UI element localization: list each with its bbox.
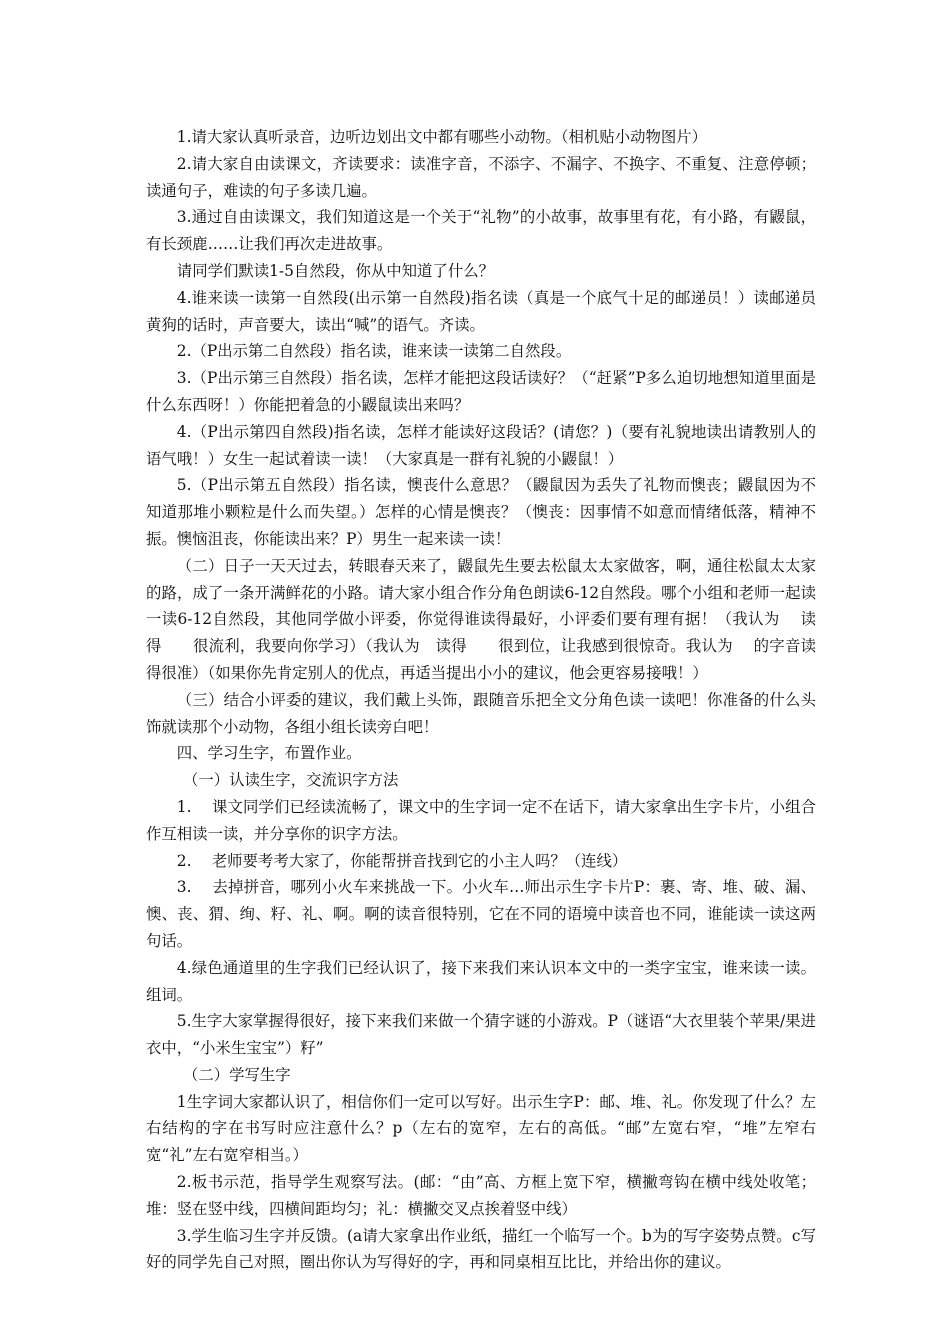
- paragraph-part-three: （三）结合小评委的建议，我们戴上头饰，跟随音乐把全文分角色读一读吧！你准备的什么头饰就读那个小动物，各组小组长读旁白吧！: [146, 690, 816, 736]
- paragraph-gift-story: 3.通过自由读课文，我们知道这是一个关于“礼物”的小故事，故事里有花，有小路，有鼹鼠，有长颈鹿……让我们再次走进故事。: [146, 208, 816, 254]
- paragraph-listen: 1.请大家认真听录音，边听边划出文中都有哪些小动物。（相机贴小动物图片）: [176, 128, 708, 146]
- paragraph-recognize-3: 3. 去掉拼音，哪列小火车来挑战一下。小火车…师出示生字卡片P：裹、寄、堆、破、漏、懊、丧、猬、绚、籽、礼、啊。啊的读音很特别，它在不同的语境中读音也不同，谁能读一读这两句话。: [146, 878, 816, 950]
- paragraph-section-4: 4.（P出示第四自然段)指名读，怎样才能读好这段话？(请您？)（要有礼貌地读出请教别人的语气哦！）女生一起试着读一读！（大家真是一群有礼貌的小鼹鼠！）: [146, 422, 816, 468]
- paragraph-free-read: 2.请大家自由读课文，齐读要求：读准字音，不添字、不漏字、不换字、不重复、注意停顿；读通句子，难读的句子多读几遍。: [146, 154, 816, 200]
- paragraph-section-3: 3.（P出示第三自然段）指名读，怎样才能把这段话读好？（“赶紧”P多么迫切地想知道里面是什么东西呀！）你能把着急的小鼹鼠读出来吗？: [146, 369, 816, 414]
- heading-learn-characters: 四、学习生字，布置作业。: [176, 744, 362, 763]
- heading-recognize-characters: （一）认读生字，交流识字方法: [182, 771, 399, 790]
- paragraph-write-3: 3.学生临习生字并反馈。(a请大家拿出作业纸，描红一个临写一个。b为的写字姿势点赞。c写好的同学先自己对照，圈出你认为写得好的字，再和同桌相互比比，并给出你的建议。: [146, 1226, 816, 1272]
- paragraph-section-2: 2.（P出示第二自然段）指名读，谁来读一读第二自然段。: [176, 342, 572, 361]
- paragraph-recognize-5: 5.生字大家掌握得很好，接下来我们来做一个猜字谜的小游戏。P（谜语“大衣里装个苹果/果进衣中，“小米生宝宝”）籽”: [146, 1012, 816, 1058]
- paragraph-section-1: 4.谁来读一读第一自然段(出示第一自然段)指名读（真是一个底气十足的邮递员！）读邮递员黄狗的话时，声音要大，读出“喊”的语气。齐读。: [146, 288, 816, 334]
- document-body: [146, 124, 816, 1276]
- paragraph-recognize-1: 1. 课文同学们已经读流畅了，课文中的生字词一定不在话下，请大家拿出生字卡片，小组合作互相读一读，并分享你的识字方法。: [146, 797, 816, 843]
- paragraph-write-1: 1生字词大家都认识了，相信你们一定可以写好。出示生字P：邮、堆、礼。你发现了什么？左右结构的字在书写时应注意什么？p（左右的宽窄，左右的高低。“邮”左宽右窄，“堆”左窄右宽“礼”左右宽窄相当。）: [146, 1092, 816, 1165]
- heading-write-characters: （二）学写生字: [182, 1065, 291, 1084]
- paragraph-recognize-2: 2. 老师要考考大家了，你能帮拼音找到它的小主人吗？（连线）: [176, 851, 628, 870]
- paragraph-recognize-4: 4.绿色通道里的生字我们已经认识了，接下来我们来认识本文中的一类字宝宝，谁来读一读。组词。: [146, 958, 816, 1004]
- paragraph-section-5: 5.（P出示第五自然段）指名读，懊丧什么意思？（鼹鼠因为丢失了礼物而懊丧；鼹鼠因为不知道那堆小颗粒是什么而失望。）怎样的心情是懊丧？（懊丧：因事情不如意而情绪低落，精神不振。懊恼沮丧，你能读出来？P）男生一起来读一读！: [146, 476, 816, 548]
- paragraph-write-2: 2.板书示范，指导学生观察写法。(邮：“由”高、方框上宽下窄，横撇弯钩在横中线处收笔；堆：竖在竖中线，四横间距均匀；礼：横撇交叉点挨着竖中线）: [146, 1173, 816, 1218]
- paragraph-part-two: （二）日子一天天过去，转眼春天来了，鼹鼠先生要去松鼠太太家做客，啊，通往松鼠太太家的路，成了一条开满鲜花的小路。请大家小组合作分角色朗读6-12自然段。哪个小组和老师一起读一读6-12自然段，其他同学做小评委，你觉得谁读得最好，小评委们要有理有据！（我认为 读得 很流利，我要向你学习）（我认为 读得 很到位，让我感到很惊奇。我认为 的字音读得很准）（如果你先肯定别人的优点，再适当提出小小的建议，他会更容易接哦！）: [146, 556, 816, 682]
- paragraph-silent-read: 请同学们默读1-5自然段，你从中知道了什么？: [176, 261, 495, 280]
